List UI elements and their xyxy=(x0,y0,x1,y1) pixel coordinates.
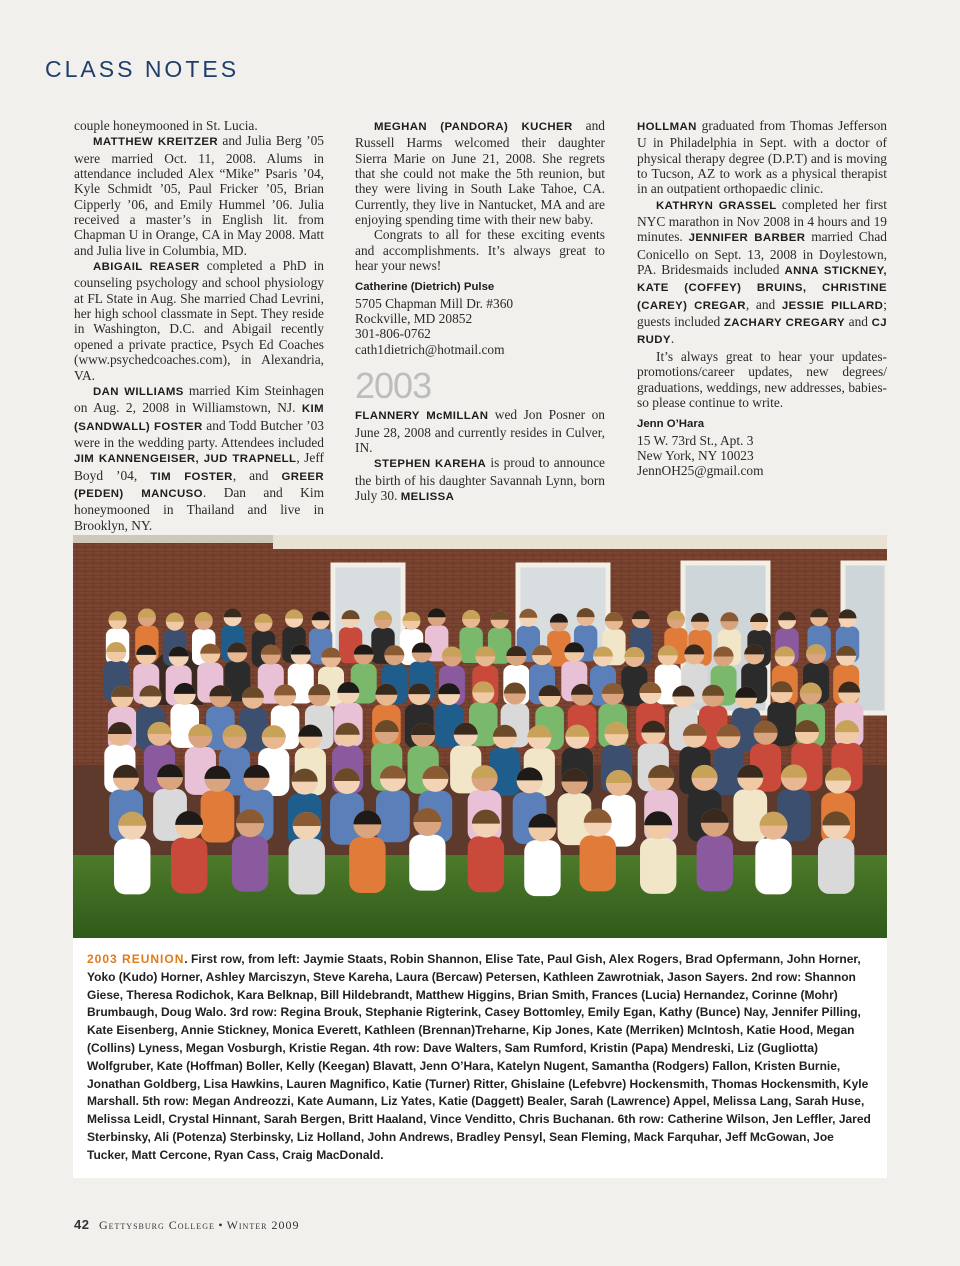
person-body xyxy=(201,791,235,843)
address-line: 5705 Chapman Mill Dr. #360 xyxy=(355,295,514,311)
correspondent-name: Catherine (Dietrich) Pulse xyxy=(355,281,495,294)
paragraph-text: , and xyxy=(745,296,782,312)
alumni-name: ZACHARY CREGARY xyxy=(723,317,845,330)
alumni-name: JESSIE PILLARD xyxy=(781,299,884,312)
alumni-name: GREER (PEDEN) MANCUSO xyxy=(74,470,324,500)
alumni-name: ANNA STICKNEY, KATE (COFFEY) BRUINS, CHRISTINE (CAREY) CREGAR xyxy=(637,265,887,312)
alumni-name: KIM (SANDWALL) FOSTER xyxy=(74,403,324,433)
paragraph xyxy=(355,455,605,505)
address-line: Rockville, MD 20852 xyxy=(355,311,473,327)
paragraph xyxy=(74,258,324,383)
paragraph-text: . xyxy=(670,331,675,347)
alumni-name: HOLLMAN xyxy=(637,121,697,133)
alumni-name: KATHRYN GRASSEL xyxy=(656,199,777,212)
paragraph-text: and Russell Harms welcomed their daughter Sierra Marie on June 21, 2008. She regrets that she could not make the 5th reunion, but they were living in South Lake Tahoe, CA. Currently, they live in Nantucket, MA and are enjoying spending time with their new baby. xyxy=(355,118,605,228)
person-body xyxy=(640,838,676,894)
person-body xyxy=(171,837,207,893)
issue-date: Winter 2009 xyxy=(226,1218,300,1232)
email-address: cath1dietrich@hotmail.com xyxy=(355,341,505,357)
paragraph: Congrats to all for these exciting events and accomplishments. It’s always great to hear your news! xyxy=(355,227,605,274)
section-title: CLASS NOTES xyxy=(45,56,240,82)
page-footer xyxy=(74,1217,299,1233)
caption-text: . First row, from left: Jaymie Staats, Robin Shannon, Elise Tate, Paul Gish, Alex Rogers, Brad Opfermann, John Horner, Yoko (Kudo) Horner, Ashley Marciszyn, Steve Kareha, Laura (Bercaw) Petersen, Kathleen Zawrotniak, Jason Sayers. 2nd row: Shannon Giese, Theresa Rodichok, Kara Belknap, Bill Hildebrandt, Matthew Higgins, Brian Smith, Frances (Lucia) Hernandez, Corinne (Mohr) Brumbaugh, Doug Walo. 3rd row: Regina Brouk, Stephanie Rigterink, Casey Bottomley, Emily Egan, Kathy (Bunce) Nay, Jennifer Pilling, Kate Eisenberg, Annie Stickney, Monica Everett, Kathleen (Brennan)Treharne, Kip Jones, Kate (Merriken) McIntosh, Katie Hood, Megan (Collins) Lyness, Megan Vosburgh, Kristie Regan. 4th row: Dave Walters, Sam Rumford, Kristin (Papa) Mendreski, Liz (Gugliotta) Wolfgruber, Kate (Hoffman) Boller, Kelly (Keegan) Blavatt, Jenn O’Hara, Katelyn Nugent, Samantha (Rodgers) Fallon, Kristen Burnie, Jonathan Goldberg, Lisa Hawkins, Lauren Magnifico, Katie (Turner) Ritter, Ghislaine (Lefebvre) Hockensmith, Thomas Hockensmith, Kyle Marshall. 5th row: Megan Andreozzi, Kate Aumann, Liz Yates, Katie (Daggett) Bealer, Sarah (Lawrence) Appel, Melissa Lang, Sarah Huse, Melissa Leidl, Crystal Hinnant, Sarah Bergen, Britt Haaland, Vince Venditto, Chris Buchanan. 6th row: Catherine Wilson, Jen Leffler, Jared Sterbinsky, Ali (Potenza) Sterbinsky, Liz Holland, John Andrews, Bradley Pensyl, Sean Fleming, Mack Farquhar, Jeff McGowan, Joe Tucker, Matt Cercone, Ryan Cass, Craig MacDonald. xyxy=(87,952,871,1162)
paragraph-text: completed a PhD in counseling psychology and school physiology at FL State in Aug. She married Chad Levrini, her high school classmate in Sept. They reside in Washington, D.C. and Abigail recently opened a private practice, Psych Ed Coaches (www.psychedcoaches.com), in Alexandria, VA. xyxy=(74,258,324,383)
paragraph-text: graduated from Thomas Jefferson U in Philadelphia in Sept. with a doctor of physical therapy degree (D.P.T) and is moving to Tucson, AZ to work as a physical therapist in an outpatient orthopaedic clinic. xyxy=(637,118,887,197)
person-body xyxy=(289,839,325,895)
alumni-name: STEPHEN KAREHA xyxy=(374,458,487,471)
phone-number: 301-806-0762 xyxy=(355,326,431,342)
person-body xyxy=(755,838,791,894)
group-photo-illustration xyxy=(73,535,887,938)
text-column-2 xyxy=(355,118,605,505)
text-column-3 xyxy=(637,118,887,479)
photo-caption xyxy=(73,938,887,1178)
paragraph xyxy=(355,118,605,227)
alumni-name: TIM FOSTER xyxy=(150,470,233,483)
paragraph-text: wed Jon Posner on June 28, 2008 and currently resides in Culver, IN. xyxy=(355,407,605,455)
alumni-name: DAN WILLIAMS xyxy=(93,385,184,398)
email-address: JennOH25@gmail.com xyxy=(637,463,764,479)
person-body xyxy=(409,835,445,891)
paragraph-text: and Julia Berg ’05 were married Oct. 11, 2008. Alums in attendance included Alex “Mike” Psaris ’04, Kyle Schmidt ’05, Paul Fricker ’05, Brian Cipperly ’06, and Emily Hummel ’06. Julia received a master’s in English lit. from Chapman U in Orange, CA in May 2008. Matt and Julia live in Columbia, MD. xyxy=(74,133,324,258)
publication-name: Gettysburg College xyxy=(98,1218,215,1232)
paragraph-text: completed her first NYC marathon in Nov 2008 in 4 hours and 19 minutes. xyxy=(637,196,887,245)
alumni-name: JIM KANNENGEISER, JUD TRAPNELL xyxy=(74,453,297,466)
class-year-heading: 2003 xyxy=(355,365,432,407)
person-body xyxy=(232,836,268,892)
paragraph-text: and Todd Butcher ’03 were in the wedding party. Attendees included xyxy=(74,417,324,450)
text-column-1 xyxy=(74,118,324,533)
paragraph-text: , and xyxy=(232,467,282,483)
person-body xyxy=(376,790,410,842)
person-body xyxy=(349,837,385,893)
person-body xyxy=(114,838,150,894)
address-line: 15 W. 73rd St., Apt. 3 xyxy=(637,432,754,448)
paragraph xyxy=(637,118,887,197)
person-body xyxy=(468,836,504,892)
paragraph-text: ; guests included xyxy=(637,296,887,330)
alumni-name: MEGHAN (PANDORA) KUCHER xyxy=(374,121,573,133)
alumni-name: JENNIFER BARBER xyxy=(688,232,806,245)
paragraph-text: , Jeff Boyd ’04, xyxy=(74,450,324,483)
alumni-name: CJ RUDY xyxy=(637,317,888,347)
caption-heading: 2003 REUNION xyxy=(87,952,185,966)
reunion-group-photo xyxy=(73,535,887,938)
alumni-name: ABIGAIL REASER xyxy=(93,261,200,274)
alumni-name: MELISSA xyxy=(400,490,455,503)
address-line: New York, NY 10023 xyxy=(637,447,754,463)
correspondent-name: Jenn O’Hara xyxy=(637,418,705,431)
paragraph xyxy=(355,407,605,455)
paragraph xyxy=(74,383,324,533)
person-body xyxy=(818,838,854,894)
paragraph-text: is proud to announce the birth of his daughter Savannah Lynn, born July 30. xyxy=(355,455,605,503)
paragraph-text: and xyxy=(844,314,872,330)
alumni-name: MATTHEW KREITZER xyxy=(93,136,218,149)
paragraph: It’s always great to hear your updates-promotions/career updates, new degrees/ graduations, weddings, new addresses, babies-so please continue to write. xyxy=(637,348,887,410)
paragraph: couple honeymooned in St. Lucia. xyxy=(74,118,258,133)
footer-separator: • xyxy=(218,1218,224,1232)
person-body xyxy=(524,840,560,896)
paragraph-text: . Dan and Kim honeymooned in Thailand and live in Brooklyn, NY. xyxy=(74,484,324,533)
paragraph-text: married Chad Conicello on Sept. 13, 2008 in Doylestown, PA. Bridesmaids included xyxy=(637,229,887,278)
person-body xyxy=(697,835,733,891)
alumni-name: FLANNERY McMILLAN xyxy=(355,410,489,423)
person-body xyxy=(580,835,616,891)
paragraph-text: married Kim Steinhagen on Aug. 2, 2008 in Williamstown, NJ. xyxy=(74,382,324,416)
paragraph xyxy=(637,197,887,349)
page-number: 42 xyxy=(74,1217,90,1232)
paragraph xyxy=(74,133,324,258)
